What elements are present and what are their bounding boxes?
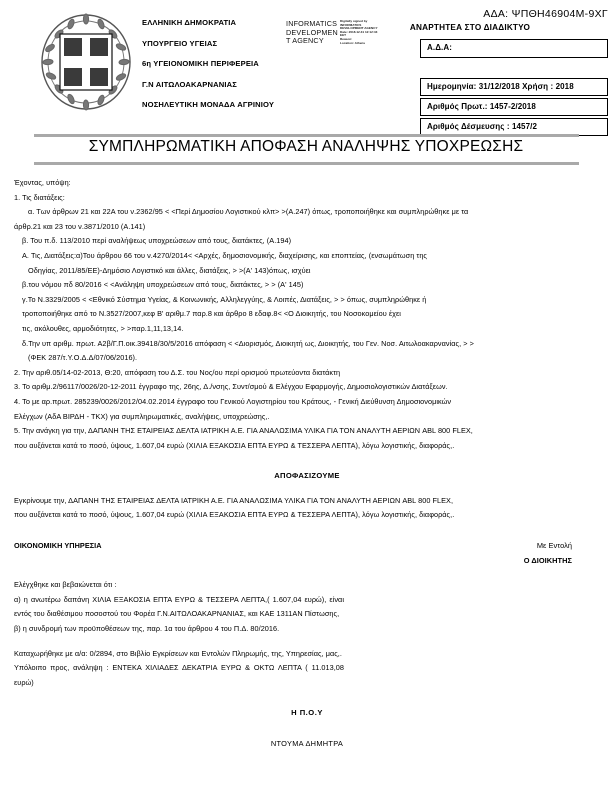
body-item-2: α. Των άρθρων 21 και 22Α του ν.2362/95 < <Περί Δημοσίου Λογιστικού κλπ> >(Α.247) όπως, τροποποιήθηκε και συμπληρώθηκε με τα — [28, 207, 469, 217]
body-item-3: άρθρ.21 και 23 του ν.3871/2010 (Α.141) — [14, 221, 146, 231]
body-item-1: 1. Τις διατάξεις: — [14, 192, 65, 202]
body-item-14: 3. Το αριθμ.2/96117/0026/20-12-2011 έγγραφο της, 26ης, Δ./νσης, Συντ/σμού & Ελέγχου Εφαρμογής, Δημοσιολογιστικών Διατάξεων. — [14, 382, 448, 392]
ida-agency-line-1: INFORMATICS — [286, 19, 338, 28]
finance-department-heading: ΟΙΚΟΝΟΜΙΚΗ ΥΠΗΡΕΣΙΑ — [14, 541, 102, 551]
verification-paragraph-b: β) η συνδρομή των προϋποθέσεων της, παρ. 1α του άρθρου 4 του Π.Δ. 80/2016. — [14, 624, 280, 634]
commitment-field-box: Αριθμός Δέσμευσης : 1457/2 — [420, 118, 608, 136]
ida-detail-5: EET — [340, 33, 347, 38]
title-divider-bottom — [34, 162, 579, 165]
ida-agency-line-3: T AGENCY — [286, 36, 324, 46]
page-title: ΣΥΜΠΛΗΡΩΜΑΤΙΚΗ ΑΠΟΦΑΣΗ ΑΝΑΛΗΨΗΣ ΥΠΟΧΡΕΩΣΗΣ — [88, 138, 524, 155]
body-intro: Έχοντας, υπόψη: — [14, 178, 71, 187]
ada-code: ΑΔΑ: ΨΠΘΗ46904Μ-9ΧΓ — [483, 8, 608, 20]
ida-detail-1: Digitally signed by — [340, 19, 368, 23]
body-item-5: Α. Τις, Διατάξεις:α)Του άρθρου 66 του ν.4270/2014< <Αρχές, δημοσιονομικής, διαχείρισης, και εποπτείας, (ενσωμάτωση της — [22, 250, 427, 260]
decision-line-1: Εγκρίνουμε την, ΔΑΠΑΝΗ ΤΗΣ ΕΤΑΙΡΕΙΑΣ ΔΕΛΤΑ ΙΑΤΡΙΚΗ Α.Ε. ΓΙΑ ΑΝΑΛΩΣΙΜΑ ΥΛΙΚΑ ΓΙΑ ΤΟΝ ΑΝΑΛΥΤΗ ΑΕΡΙΩΝ ABL 800 FLEX, — [14, 495, 454, 505]
ida-agency-line-2: DEVELOPMEN — [286, 27, 338, 37]
document-body — [14, 176, 600, 752]
body-item-12: (ΦΕΚ 287/τ.Υ.Ο.Δ.Δ/07/06/2016). — [28, 353, 138, 363]
ada-subtitle: ΑΝΑΡΤΗΤΕΑ ΣΤΟ ΔΙΑΔΙΚΤΥΟ — [409, 23, 531, 32]
ida-agency-name — [286, 20, 338, 46]
body-item-16: Ελέγχων (ΑδΑ ΒΙΡΔΗ - ΤΚΧ) για συμπληρωματικές, αναλήψεις, υποχρεώσης,. — [14, 411, 270, 421]
org-line-hospital: Γ.Ν ΑΙΤΩΛΟΑΚΑΡΝΑΝΙΑΣ — [142, 79, 238, 89]
title-divider-top — [34, 134, 579, 137]
ada-field-box: Α.Δ.Α: — [420, 39, 608, 58]
body-item-8: γ.Το Ν.3329/2005 < <Εθνικό Σύστημα Υγείας, & Κοινωνικής, Αλληλεγγύης, & Λοιπές, Διατάξεις, > > όπως, συμπληρώθηκε ή — [22, 294, 427, 304]
ida-detail-3: DEVELOPMENT AGENCY — [340, 26, 378, 31]
body-item-13: 2. Την αριθ.05/14-02-2013, Θ:20, απόφαση του Δ.Σ. του Νος/ου περί ορισμού πρωτεύοντα διατάκτη — [14, 367, 341, 377]
org-line-unit: ΝΟΣΗΛΕΥΤΙΚΗ ΜΟΝΑΔΑ ΑΓΡΙΝΙΟΥ — [142, 100, 275, 109]
signature-name: ΝΤΟΥΜΑ ΔΗΜΗΤΡΑ — [270, 739, 344, 748]
ada-header-block — [338, 8, 608, 32]
org-line-ministry: ΥΠΟΥΡΓΕΙΟ ΥΓΕΙΑΣ — [142, 38, 218, 48]
verification-intro: Ελέγχθηκε και βεβαιώνεται ότι : — [14, 580, 117, 590]
balance-paragraph: Υπόλοιπο προς, ανάληψη : ΕΝΤΕΚΑ ΧΙΛΙΑΔΕΣ ΔΕΚΑΤΡΙΑ ΕΥΡΩ & ΟΚΤΩ ΛΕΠΤΑ ( 11.013,08 ευρώ) — [14, 663, 344, 687]
document-header — [0, 0, 612, 131]
org-line-region: 6η ΥΓΕΙΟΝΟΜΙΚΗ ΠΕΡΙΦΕΡΕΙΑ — [142, 59, 259, 68]
by-order-label: Με Εντολή — [536, 541, 572, 551]
decision-line-2: που αυξάνεται κατά το ποσό, ύψους, 1.607,04 ευρώ (ΧΙΛΙΑ ΕΞΑΚΟΣΙΑ ΕΠΤΑ ΕΥΡΩ & ΤΕΣΣΕΡΑ ΛΕΠΤΑ), λόγω λογιστικής, διαφοράς,. — [14, 510, 455, 520]
body-item-10: τις, ακόλουθες, αρμοδιότητες, > >παρ.1,11,13,14. — [22, 323, 184, 333]
body-item-11: δ.Την υπ αριθμ. πρωτ. Α2β/Γ.Π.οικ.39418/30/5/2016 απόφαση < <Διορισμός, Διοικητή ως, Διοικητής, του Γεν. Νοσ. Αιτωλοακαρνανίας, > > — [22, 338, 474, 348]
date-field-box: Ημερομηνία: 31/12/2018 Χρήση : 2018 — [420, 78, 608, 96]
verification-paragraph-a: α) η ανωτέρω δαπάνη ΧΙΛΙΑ ΕΞΑΚΟΣΙΑ ΕΠΤΑ ΕΥΡΩ & ΤΕΣΣΕΡΑ ΛΕΠΤΑ,( 1.607,04 ευρώ), είναι εντός του διαθέσιμου ποσοστού του Φορέα Γ.Ν.ΑΙΤΩΛΟΑΚΑΡΝΑΝΙΑΣ, και ΚΑΕ 1311ΑΝ Πίστωσης, — [14, 594, 344, 619]
ida-detail-6: Reason: — [340, 36, 353, 41]
decision-heading: ΑΠΟΦΑΣΙΖΟΥΜΕ — [274, 471, 340, 481]
protocol-field-box: Αριθμός Πρωτ.: 1457-2/2018 — [420, 98, 608, 116]
spacer-left — [14, 554, 16, 569]
administrator-row — [14, 554, 600, 569]
body-item-15: 4. Το με αρ.πρωτ. 285239/0026/2012/04.02.2014 έγγραφο του Γενικού Λογιστηρίου του Κράτους, - Γενική Διεύθυνση Δημοσιονομικών — [14, 396, 452, 406]
body-item-7: β.του νόμου πδ 80/2016 < <Ανάληψη υποχρεώσεων από τους, διατάκτες, > > (Α' 145) — [22, 280, 304, 290]
administrator-label: Ο ΔΙΟΙΚΗΤΗΣ — [523, 555, 572, 565]
ida-detail-2: INFORMATICS — [340, 22, 362, 27]
ida-detail-7: Location: Athens — [340, 40, 366, 45]
body-item-4: β. Του π.δ. 113/2010 περί αναλήψεως υποχρεώσεων από τους, διατάκτες, (Α.194) — [22, 236, 292, 246]
body-item-9: τροποποιήθηκε από το Ν.3527/2007,κεφ Β' αριθμ.7 παρ.8 και άρθρο 8 εδαφ.8< <Ο Διοικητής, του Νοσοκομείου έχει — [22, 309, 401, 319]
ida-detail-4: Date: 2018.12.31 12:12:43 — [340, 29, 378, 34]
registration-paragraph: Καταχωρήθηκε με α/α: 0/2894, στο Βιβλίο Εγκρίσεων και Εντολών Πληρωμής, της, Υπηρεσίας, μας,. — [14, 648, 342, 658]
org-line-country: ΕΛΛΗΝΙΚΗ ΔΗΜΟΚΡΑΤΙΑ — [142, 18, 237, 27]
body-item-17: 5. Την ανάγκη για την, ΔΑΠΑΝΗ ΤΗΣ ΕΤΑΙΡΕΙΑΣ ΔΕΛΤΑ ΙΑΤΡΙΚΗ Α.Ε. ΓΙΑ ΑΝΑΛΩΣΙΜΑ ΥΛΙΚΑ ΓΙΑ ΤΟΝ ΑΝΑΛΥΤΗ ΑΕΡΙΩΝ ABL 800 FLEX, — [14, 426, 473, 436]
body-item-6: Οδηγίας, 2011/85/ΕΕ)-Δημόσιο Λογιστικό και άλλες, διατάξεις, > >(Α' 143)όπως, ισχύει — [28, 265, 311, 275]
greek-coat-of-arms-emblem — [38, 12, 134, 112]
signature-headings-row — [14, 539, 600, 554]
signature-role: Η Π.Ο.Υ — [291, 708, 323, 718]
body-item-18: που αυξάνεται κατά το ποσό, ύψους, 1.607,04 ευρώ (ΧΙΛΙΑ ΕΞΑΚΟΣΙΑ ΕΠΤΑ ΕΥΡΩ & ΤΕΣΣΕΡΑ ΛΕΠΤΑ), λόγω λογιστικής, διαφοράς,. — [14, 440, 455, 450]
organization-block — [142, 18, 292, 121]
